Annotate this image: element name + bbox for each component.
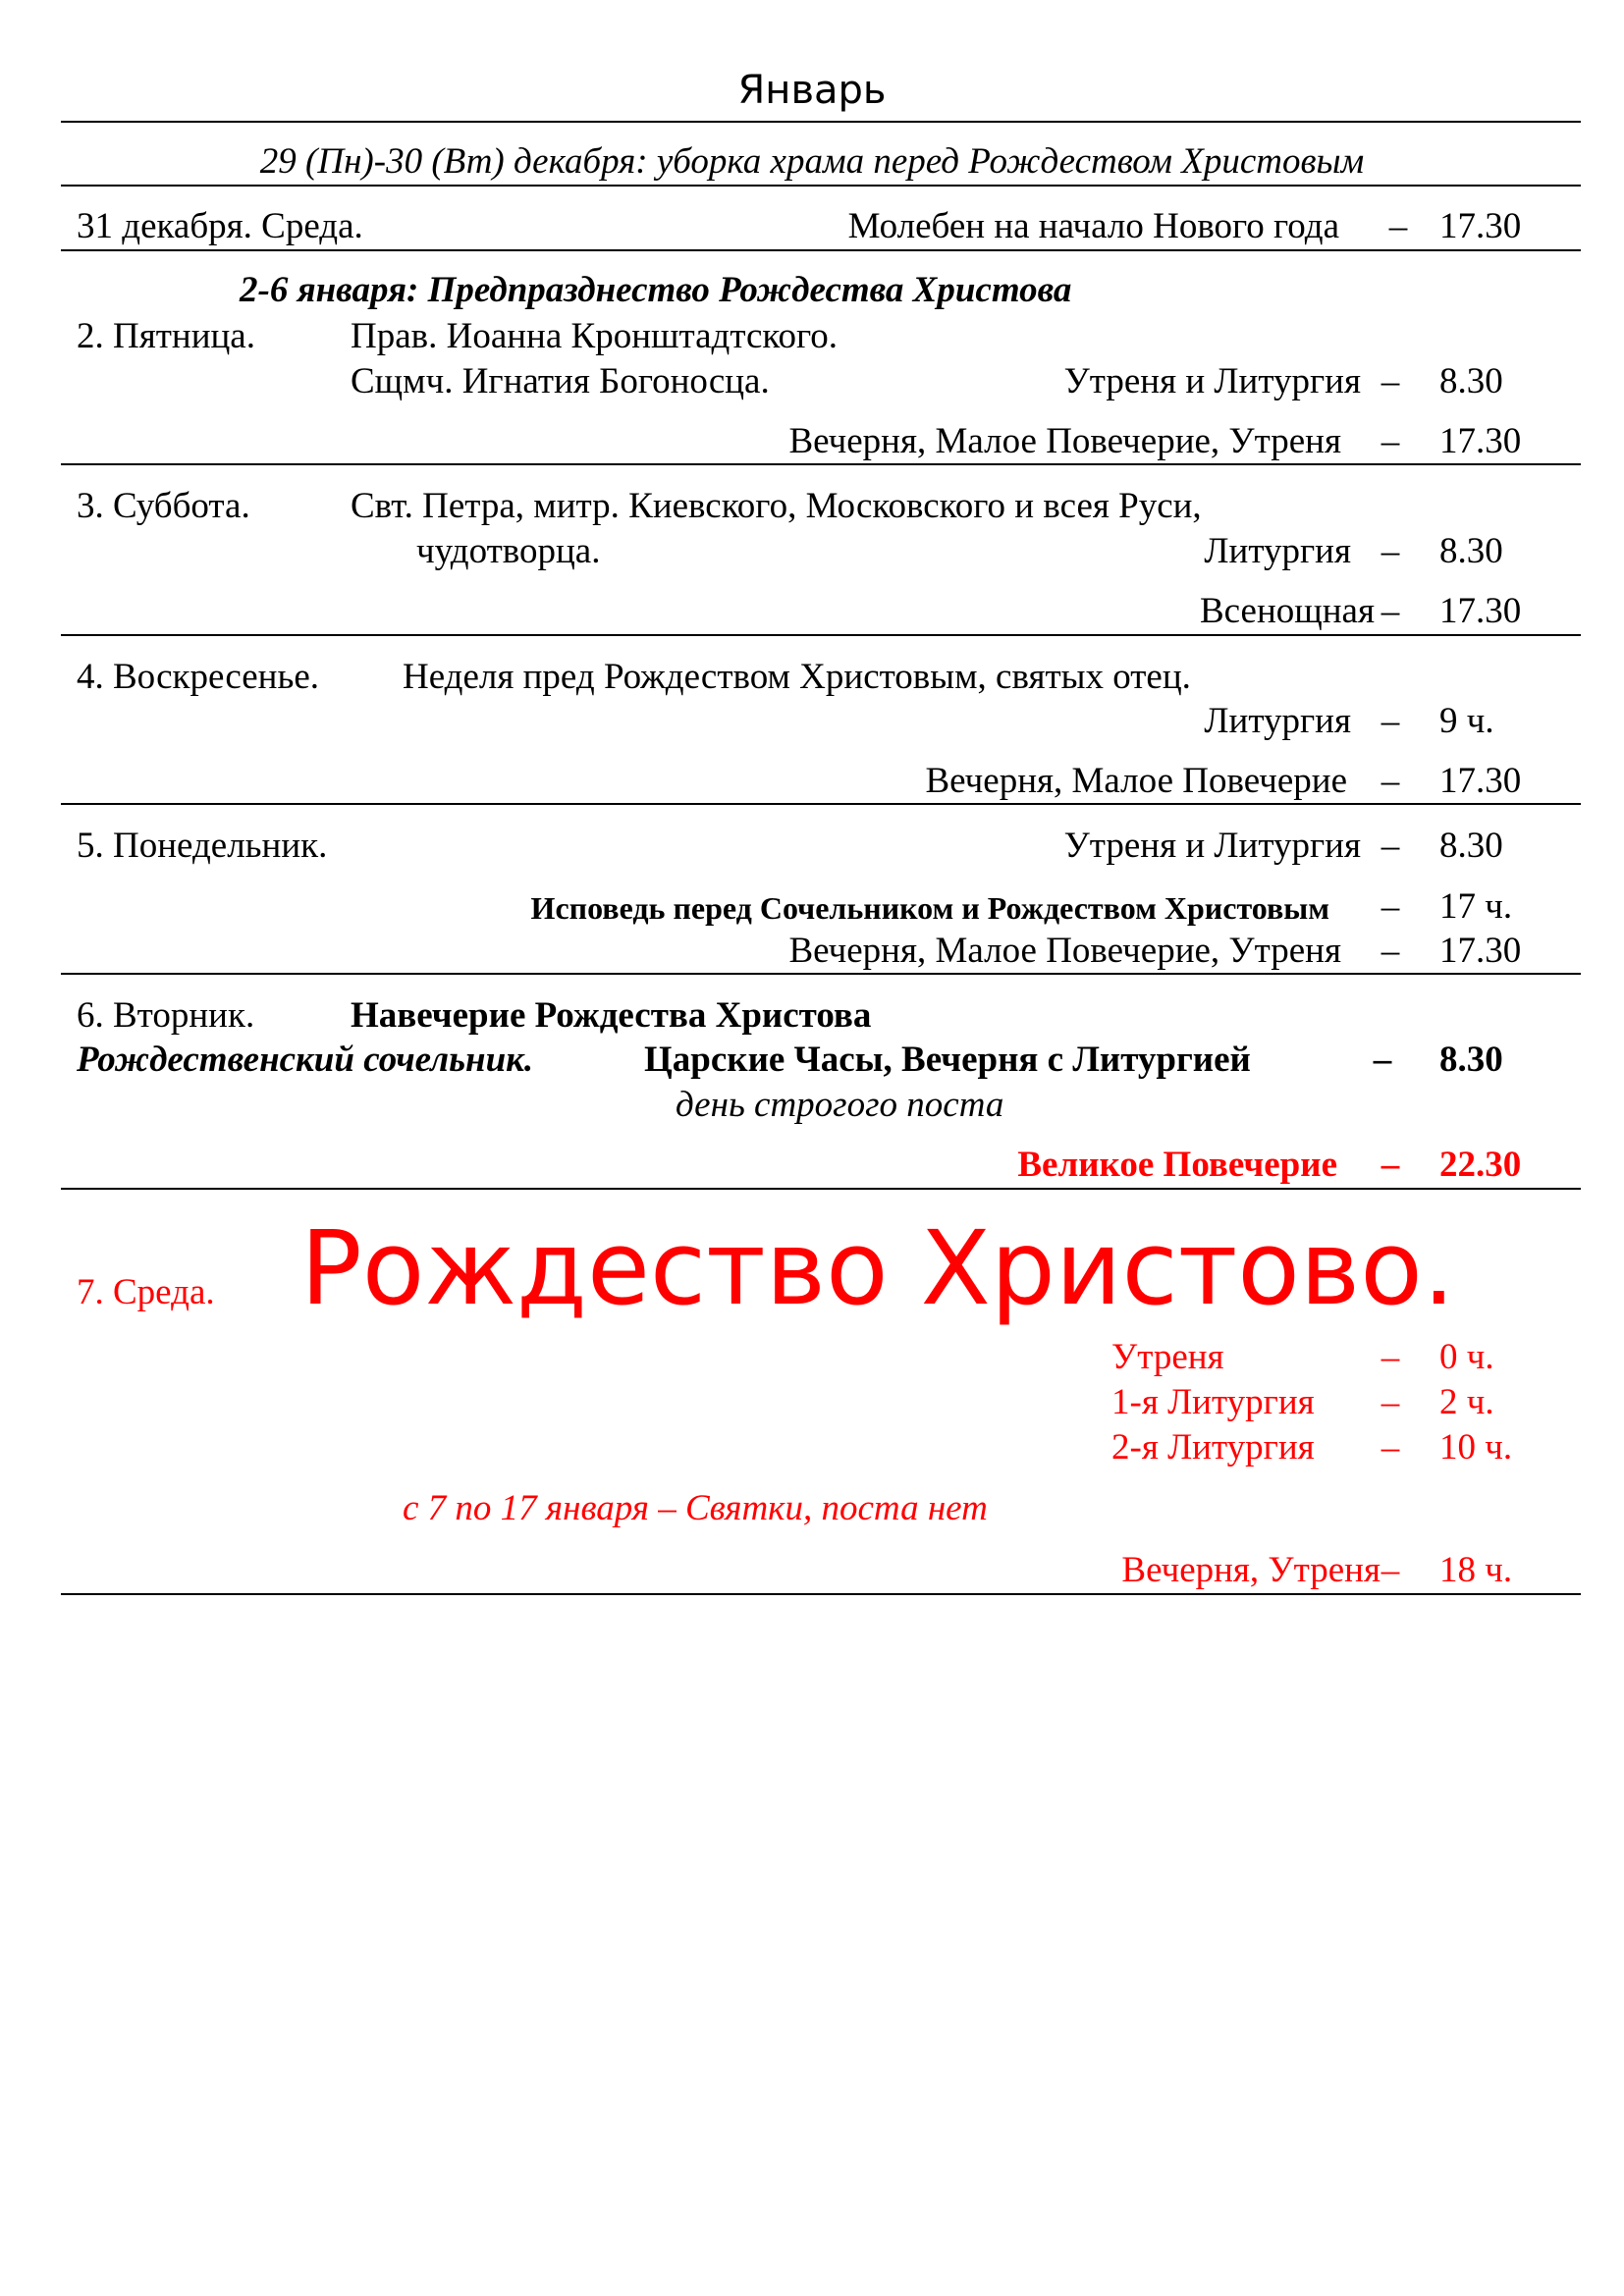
divider [61,973,1581,975]
service-time: 17.30 [1439,591,1522,631]
svyatki-note: с 7 по 17 января – Святки, поста нет [403,1488,988,1528]
service-name: Исповедь перед Сочельником и Рождеством Христовым [530,890,1329,926]
service-time: 18 ч. [1439,1550,1513,1590]
service-time: 8.30 [1439,826,1503,866]
service-name: Молебен на начало Нового года [847,206,1339,246]
dash: – [1380,591,1400,631]
service-name: Вечерня, Малое Повечерие, Утреня [788,421,1341,461]
divider [61,803,1581,805]
dash: – [1380,886,1400,927]
dash: – [1380,1427,1400,1468]
saint-name: Сщмч. Игнатия Богоносца. [351,361,770,401]
dash: – [1380,761,1400,801]
day-title: Навечерие Рождества Христова [351,995,872,1036]
divider [61,185,1581,187]
service-name: Литургия [1204,531,1351,571]
day-label: 31 декабря. Среда. [77,206,363,246]
service-time: 8.30 [1439,361,1503,401]
feast-title: Рождество Христово. [300,1208,1455,1328]
service-name: Утреня и Литургия [1063,361,1361,401]
service-time: 17.30 [1439,761,1522,801]
service-name: Литургия [1204,701,1351,741]
service-name: 1-я Литургия [1111,1382,1315,1422]
service-name: Всенощная [1199,591,1375,631]
divider [61,463,1581,465]
dash: – [1380,421,1400,461]
service-name: Вечерня, Малое Повечерие, Утреня [788,931,1341,971]
day-title: Неделя пред Рождеством Христовым, святых отец. [403,657,1191,697]
dash: – [1380,701,1400,741]
fast-note: день строгого поста [676,1085,1004,1125]
service-name: Вечерня, Утреня [1121,1550,1380,1590]
service-time: 17 ч. [1439,886,1513,927]
service-time: 10 ч. [1439,1427,1513,1468]
saint-name: Свт. Петра, митр. Киевского, Московского и всея Руси, [351,486,1202,526]
service-time: 17.30 [1439,421,1522,461]
day-label: 4. Воскресенье. [77,657,319,697]
day-label: 5. Понедельник. [77,826,328,866]
dash: – [1388,206,1408,246]
service-name: Вечерня, Малое Повечерие [925,761,1347,801]
service-time: 9 ч. [1439,701,1494,741]
saint-name: чудотворца. [416,531,601,571]
service-name: Утреня и Литургия [1063,826,1361,866]
dash: – [1380,931,1400,971]
dash: – [1380,1145,1400,1185]
dash: – [1380,361,1400,401]
divider [61,249,1581,251]
dash: – [1380,531,1400,571]
dash: – [1373,1040,1392,1080]
day-label: 6. Вторник. [77,995,255,1036]
saint-name: Прав. Иоанна Кронштадтского. [351,316,839,356]
service-time: 22.30 [1439,1145,1522,1185]
service-time: 8.30 [1439,1040,1503,1080]
forefeast-heading: 2-6 января: Предпразднество Рождества Христова [240,270,1072,310]
divider [61,1593,1581,1595]
service-time: 2 ч. [1439,1382,1494,1422]
cleaning-note: 29 (Пн)-30 (Вт) декабря: уборка храма перед Рождеством Христовым [259,141,1365,182]
dash: – [1380,1337,1400,1377]
divider [61,1188,1581,1190]
service-time: 8.30 [1439,531,1503,571]
service-name: Царские Часы, Вечерня с Литургией [644,1040,1251,1080]
service-time: 17.30 [1439,206,1522,246]
service-name: Великое Повечерие [1017,1145,1337,1185]
service-time: 0 ч. [1439,1337,1494,1377]
service-name: 2-я Литургия [1111,1427,1315,1468]
divider [61,121,1581,123]
service-time: 17.30 [1439,931,1522,971]
day-label: 3. Суббота. [77,486,250,526]
dash: – [1380,1382,1400,1422]
eve-label: Рождественский сочельник. [77,1040,534,1080]
month-title: Январь [737,68,887,113]
service-name: Утреня [1111,1337,1224,1377]
divider [61,634,1581,636]
day-label: 2. Пятница. [77,316,255,356]
day-label: 7. Среда. [77,1272,215,1312]
dash: – [1380,826,1400,866]
dash: – [1380,1550,1400,1590]
